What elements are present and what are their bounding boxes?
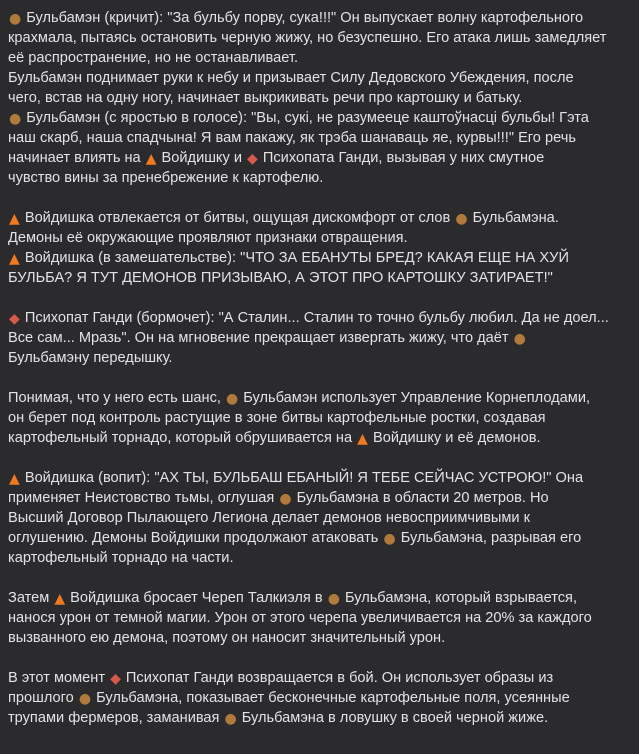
text-line: [8, 408, 629, 428]
fire-emoji-icon: ▲: [9, 251, 20, 267]
potato-emoji-icon: ●: [327, 591, 340, 607]
text-segment: Бульбамэн использует Управление Корнеплодами,: [239, 390, 591, 406]
text-segment: Затем: [8, 590, 54, 606]
fire-emoji-icon: ▲: [145, 151, 157, 167]
potato-emoji-icon: ●: [383, 531, 396, 547]
text-segment: Бульбамэну передышку.: [8, 350, 173, 366]
text-segment: В этот момент: [8, 670, 110, 686]
text-line: [8, 328, 629, 348]
potato-emoji-icon: ●: [226, 391, 239, 407]
message-paragraph: [8, 208, 629, 288]
message-paragraph: [8, 388, 629, 448]
text-segment: крахмала, пытаясь остановить черную жижу, но безуспешно. Его атака лишь замедляет: [8, 30, 607, 46]
text-line: [8, 588, 629, 608]
text-segment: он берет под контроль растущие в зоне битвы картофельные ростки, создавая: [8, 410, 546, 426]
text-segment: Понимая, что у него есть шанс,: [8, 390, 226, 406]
text-line: [8, 108, 629, 128]
text-segment: её распространение, но не останавливает.: [8, 50, 299, 66]
message-paragraph: [8, 308, 629, 368]
text-segment: Бульбамэна в ловушку в своей черной жиже.: [237, 710, 549, 726]
text-segment: Войдишка (в замешательстве): "ЧТО ЗА ЕБАНУТЫ БРЕД? КАКАЯ ЕЩЕ НА ХУЙ: [20, 250, 569, 266]
text-line: [8, 428, 629, 448]
text-segment: Бульбамэн (с яростью в голосе): "Вы, сукі, не разумееце каштоўнасці бульбы! Гэта: [22, 110, 589, 126]
text-segment: картофельный торнадо на части.: [8, 550, 234, 566]
text-segment: Бульбамэна.: [468, 210, 559, 226]
text-segment: Бульбамэн поднимает руки к небу и призывает Силу Дедовского Убеждения, после: [8, 70, 574, 86]
text-line: [8, 668, 629, 688]
text-segment: Войдишка отвлекается от битвы, ощущая дискомфорт от слов: [20, 210, 455, 226]
text-segment: нанося урон от темной магии. Урон от этого черепа увеличивается на 20% за каждого: [8, 610, 592, 626]
text-segment: Психопат Ганди возвращается в бой. Он использует образы из: [121, 670, 554, 686]
text-segment: вызванного ею демона, поэтому он наносит значительный урон.: [8, 630, 446, 646]
text-line: [8, 608, 629, 628]
text-segment: Демоны её окружающие проявляют признаки отвращения.: [8, 230, 408, 246]
text-line: [8, 488, 629, 508]
message-paragraph: [8, 668, 629, 728]
text-segment: чего, встав на одну ногу, начинает выкрикивать речи про картошку и батьку.: [8, 90, 523, 106]
text-segment: Войдишка бросает Череп Талкиэля в: [66, 590, 327, 606]
text-line: [8, 28, 629, 48]
text-line: [8, 348, 629, 368]
text-line: [8, 548, 629, 568]
potato-emoji-icon: ●: [455, 211, 468, 227]
text-segment: Психопата Ганди, вызывая у них смутное: [258, 150, 545, 166]
text-segment: Войдишку и: [157, 150, 247, 166]
text-line: [8, 8, 629, 28]
text-line: [8, 48, 629, 68]
text-segment: Бульбамэн (кричит): "За бульбу порву, сука!!!" Он выпускает волну картофельного: [22, 10, 584, 26]
text-line: [8, 468, 629, 488]
text-line: [8, 128, 629, 148]
potato-emoji-icon: ●: [78, 691, 92, 707]
text-line: [8, 208, 629, 228]
text-segment: прошлого: [8, 690, 78, 706]
potato-emoji-icon: ●: [9, 11, 22, 27]
text-segment: оглушению. Демоны Войдишки продолжают атаковать: [8, 530, 383, 546]
text-segment: БУЛЬБА? Я ТУТ ДЕМОНОВ ПРИЗЫВАЮ, А ЭТОТ ПРО КАРТОШКУ ЗАТИРАЕТ!": [8, 270, 553, 286]
text-line: [8, 688, 629, 708]
fire-emoji-icon: ▲: [54, 591, 66, 607]
text-line: [8, 168, 629, 188]
text-segment: Бульбамэна, который взрывается,: [340, 590, 578, 606]
potato-emoji-icon: ●: [279, 491, 292, 507]
text-segment: картофельный торнадо, который обрушивается на: [8, 430, 357, 446]
text-line: [8, 308, 629, 328]
potato-emoji-icon: ●: [9, 111, 22, 127]
text-line: [8, 388, 629, 408]
text-segment: Психопат Ганди (бормочет): "А Сталин... Сталин то точно бульбу любил. Да не доел...: [20, 310, 609, 326]
fire-emoji-icon: ▲: [357, 431, 368, 447]
meat-emoji-icon: ◆: [247, 151, 258, 167]
text-line: [8, 248, 629, 268]
text-line: [8, 528, 629, 548]
text-segment: Бульбамэна в области 20 метров. Но: [292, 490, 549, 506]
text-segment: Все сам... Мразь". Он на мгновение прекращает извергать жижу, что даёт: [8, 330, 513, 346]
text-line: [8, 228, 629, 248]
text-line: [8, 508, 629, 528]
text-line: [8, 628, 629, 648]
potato-emoji-icon: ●: [224, 711, 237, 727]
fire-emoji-icon: ▲: [9, 211, 20, 227]
text-line: [8, 148, 629, 168]
fire-emoji-icon: ▲: [9, 471, 20, 487]
meat-emoji-icon: ◆: [110, 671, 121, 687]
meat-emoji-icon: ◆: [9, 311, 20, 327]
text-segment: Высший Договор Пылающего Легиона делает демонов невосприимчивыми к: [8, 510, 531, 526]
text-segment: применяет Неистовство тьмы, оглушая: [8, 490, 279, 506]
text-segment: начинает влиять на: [8, 150, 145, 166]
text-line: [8, 268, 629, 288]
potato-emoji-icon: ●: [513, 331, 526, 347]
text-segment: Бульбамэна, показывает бесконечные картофельные поля, усеянные: [92, 690, 570, 706]
text-line: [8, 88, 629, 108]
text-segment: чувство вины за пренебрежение к картофелю.: [8, 170, 324, 186]
message-paragraph: [8, 8, 629, 188]
text-segment: наш скарб, наша спадчына! Я вам пакажу, як трэба шанаваць яе, курвы!!!" Его речь: [8, 130, 576, 146]
message-paragraph: [8, 468, 629, 568]
text-segment: Войдишку и её демонов.: [368, 430, 541, 446]
text-segment: Войдишка (вопит): "АХ ТЫ, БУЛЬБАШ ЕБАНЫЙ! Я ТЕБЕ СЕЙЧАС УСТРОЮ!" Она: [20, 470, 584, 486]
message-paragraph: [8, 588, 629, 648]
text-line: [8, 68, 629, 88]
text-line: [8, 708, 629, 728]
text-segment: Бульбамэна, разрывая его: [396, 530, 582, 546]
text-segment: трупами фермеров, заманивая: [8, 710, 224, 726]
